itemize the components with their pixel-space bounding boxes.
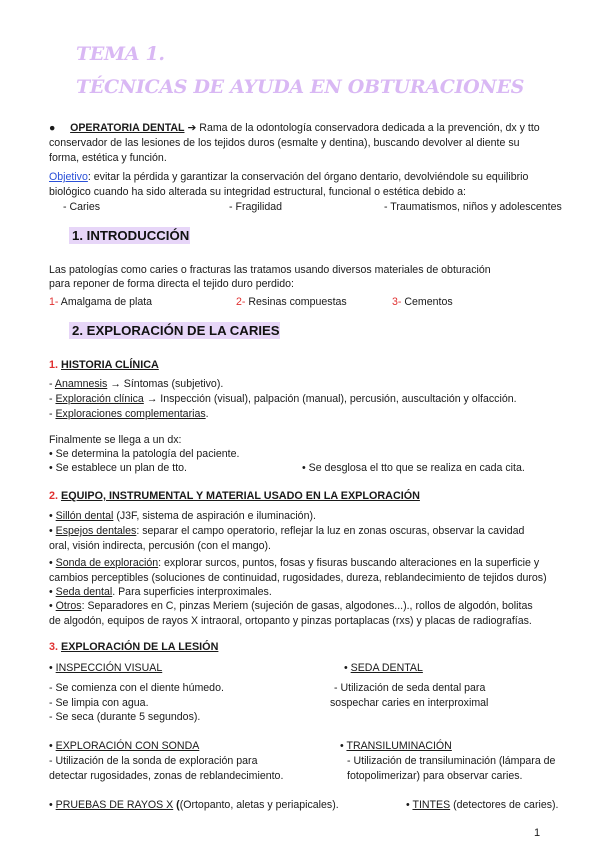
sonda-exploracion-line-2: detectar rugosidades, zonas de reblandecimiento. [49,770,284,782]
section-1-text-1: Las patologías como caries o fracturas las tratamos usando diversos materiales de obturación [49,264,491,276]
sonda-exploracion-line-1: - Utilización de la sonda de exploración para [49,755,258,767]
cause-2: - Fragilidad [229,201,282,213]
section-1-text-2: para reponer de forma directa el tejido duro perdido: [49,278,294,290]
objetivo-link[interactable]: Objetivo [49,171,88,183]
title-line-2: TÉCNICAS DE AYUDA EN OBTURACIONES [76,76,525,98]
lesion-heading: 3. EXPLORACIÓN DE LA LESIÓN [49,641,219,653]
tintes-item: • TINTES (detectores de caries). [406,799,559,811]
otros-item: • Otros: Separadores en C, pinzas Meriem (sujeción de gasas, algodones...)., rollos de algodón, bolitas [49,600,533,612]
seda-dental-line-2: sospechar caries en interproximal [330,697,489,709]
sonda-line-2: cambios perceptibles (soluciones de continuidad, rugosidades, dureza, reblandecimiento de tejidos duros) [49,572,547,584]
historia-bullet-2: • Se establece un plan de tto. [49,462,187,474]
espejos-line-2: oral, visión indirecta, percusión (con el mango). [49,540,271,552]
inspeccion-item-2: - Se limpia con agua. [49,697,149,709]
page-number: 1 [534,827,541,839]
historia-bullet-3: • Se desglosa el tto que se realiza en cada cita. [302,462,525,474]
intro-text-1: Rama de la odontología conservadora dedicada a la prevención, dx y tto [199,122,540,134]
objetivo-line-1 [49,170,528,185]
sonda-exploracion-title: • EXPLORACIÓN CON SONDA [49,740,200,752]
seda-item: • Seda dental. Para superficies interproximales. [49,586,272,598]
inspeccion-item-3: - Se seca (durante 5 segundos). [49,711,201,723]
intro-line-3: forma, estética y función. [49,152,167,164]
inspeccion-item-1: - Se comienza con el diente húmedo. [49,682,224,694]
historia-final: Finalmente se llega a un dx: [49,434,182,446]
section-2-heading: 2. EXPLORACIÓN DE LA CARIES [72,323,280,338]
espejos-item: • Espejos dentales: separar el campo operatorio, reflejar la luz en zonas oscuras, observar la cavidad [49,525,525,537]
equipo-heading: 2. EQUIPO, INSTRUMENTAL Y MATERIAL USADO EN LA EXPLORACIÓN [49,490,420,502]
otros-line-2: de algodón, equipos de rayos X intraoral, ortopanto y pinzas portaplacas (rxs) y placas de radiografías. [49,615,532,627]
complementarias-item: - Exploraciones complementarias. [49,408,209,420]
seda-dental-title: • SEDA DENTAL [344,662,423,674]
sillon-item: • Sillón dental (J3F, sistema de aspiración e iluminación). [49,510,316,522]
seda-dental-line-1: - Utilización de seda dental para [334,682,486,694]
material-3: 3- Cementos [392,296,453,308]
intro-line-2: conservador de las lesiones de los tejidos duros (esmalte y dentina), buscando devolver al diente su [49,137,520,149]
title-line-1: TEMA 1. [76,43,165,65]
intro-line-1 [49,121,540,136]
inspeccion-title: • INSPECCIÓN VISUAL [49,662,163,674]
operatoria-term: OPERATORIA DENTAL [70,122,185,134]
cause-1: - Caries [63,201,101,213]
material-2: 2- Resinas compuestas [236,296,347,308]
bullet: ● [49,122,56,134]
anamnesis-item: - Anamnesis → Síntomas (subjetivo). [49,378,224,390]
material-1: 1- Amalgama de plata [49,296,153,308]
transiluminacion-line-2: fotopolimerizar) para observar caries. [347,770,523,782]
rayos-x-item: • PRUEBAS DE RAYOS X ((Ortopanto, aletas y periapicales). [49,799,339,811]
transiluminacion-line-1: - Utilización de transiluminación (lámpara de [347,755,556,767]
cause-3: - Traumatismos, niños y adolescentes [384,201,562,213]
arrow-icon: ➔ [187,122,197,134]
section-1-heading: 1. INTRODUCCIÓN [72,228,190,243]
historia-bullet-1: • Se determina la patología del paciente. [49,448,240,460]
objetivo-text-1: : evitar la pérdida y garantizar la conservación del órgano dentario, devolviéndole su equilibrio [87,171,529,183]
historia-heading: 1. HISTORIA CLÍNICA [49,359,159,371]
exploracion-clinica-item: - Exploración clínica → Inspección (visual), palpación (manual), percusión, auscultación y olfacción. [49,393,517,405]
sonda-item: • Sonda de exploración: explorar surcos, puntos, fosas y fisuras buscando alteraciones en la superficie y [49,557,540,569]
transiluminacion-title: • TRANSILUMINACIÓN [340,740,452,752]
objetivo-line-2: biológico cuando ha sido alterada su integridad estructural, funcional o estética debido a: [49,186,466,198]
